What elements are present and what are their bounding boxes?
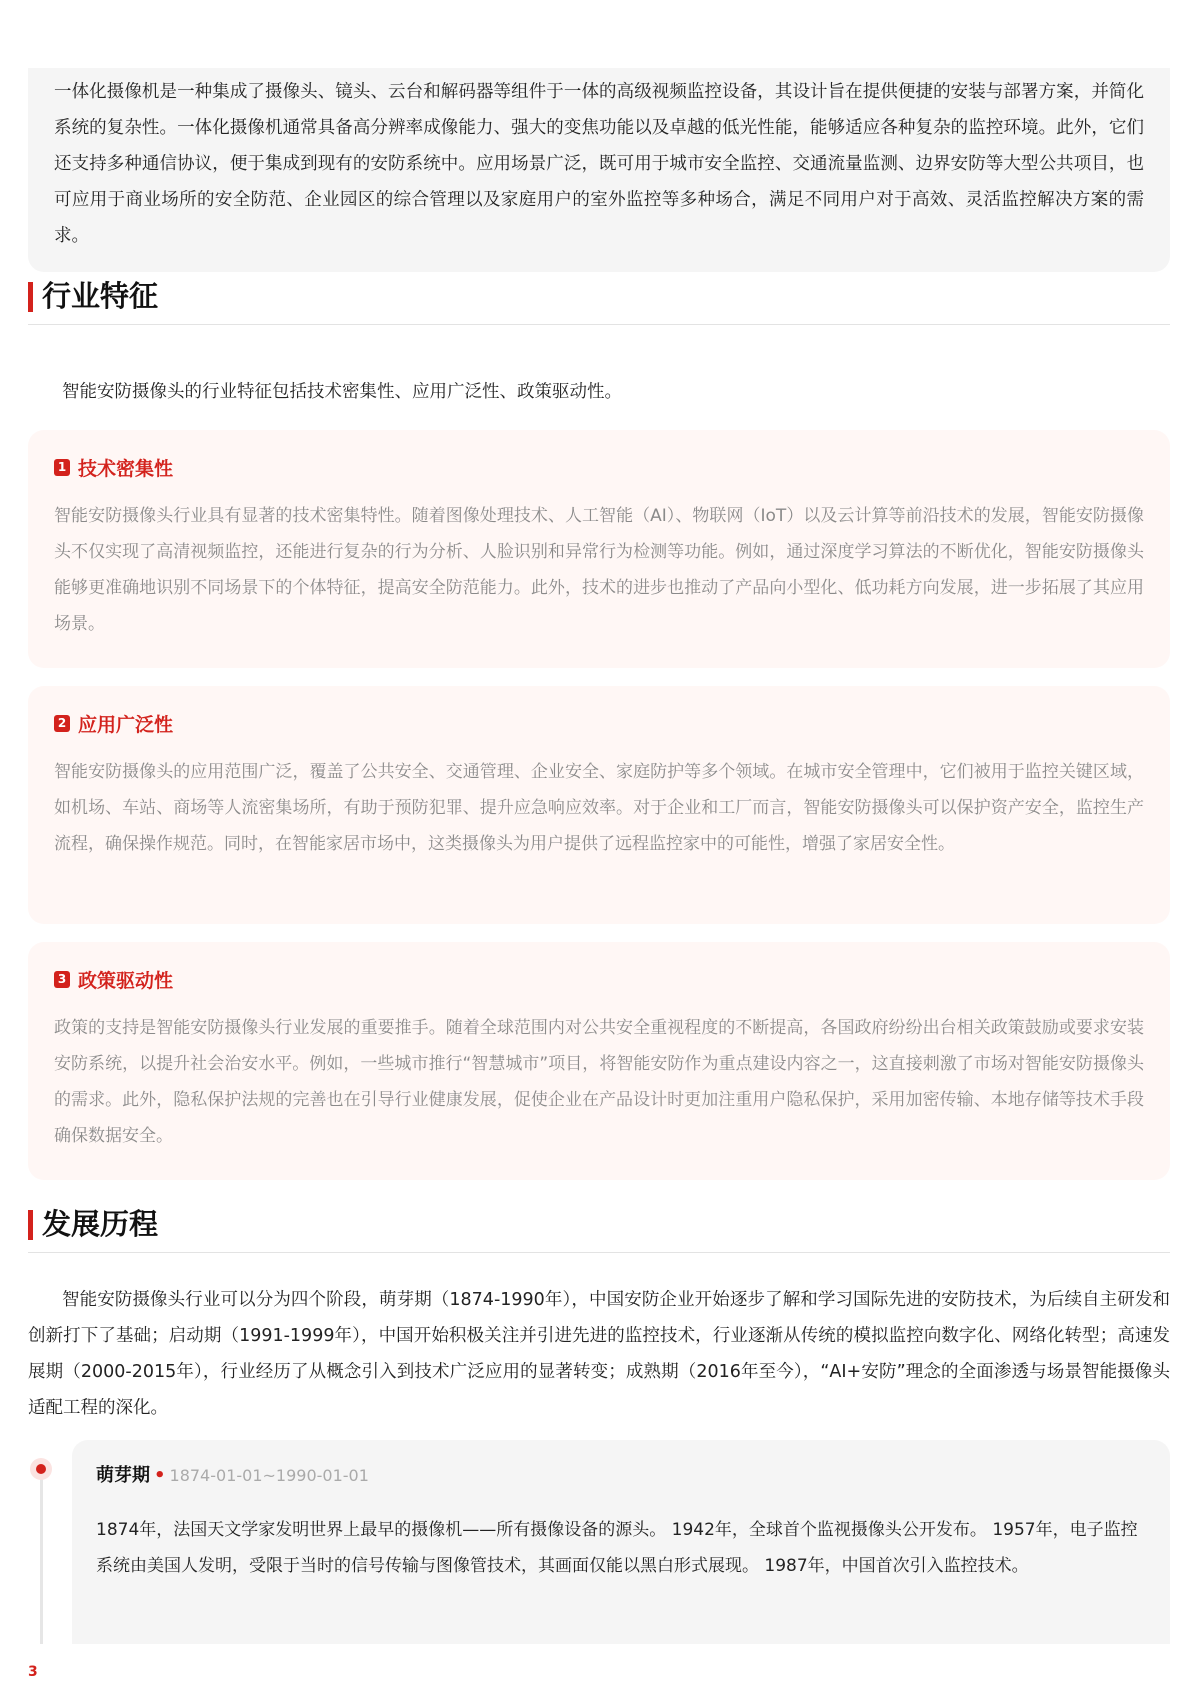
- number-badge-icon: 1: [54, 459, 70, 476]
- timeline-stage: 萌芽期: [96, 1465, 150, 1486]
- feature-card-tech: [28, 430, 1170, 668]
- number-badge-icon: 2: [54, 715, 70, 732]
- industry-summary: 智能安防摄像头的行业特征包括技术密集性、应用广泛性、政策驱动性。: [62, 382, 622, 402]
- timeline-line: [40, 1468, 43, 1644]
- timeline-dot-inner: [36, 1464, 46, 1474]
- feature-card-application: [28, 686, 1170, 924]
- number-badge-icon: 3: [54, 971, 70, 988]
- timeline-text: 1874年，法国天文学家发明世界上最早的摄像机——所有摄像设备的源头。 1942年，全球首个监视摄像头公开发布。 1957年，电子监控系统由美国人发明，受限于当时的信号传输与图像管技术，其画面仅能以黑白形式展现。 1987年，中国首次引入监控技术。: [96, 1520, 1138, 1576]
- feature-card-text: 政策的支持是智能安防摄像头行业发展的重要推手。随着全球范围内对公共安全重视程度的不断提高，各国政府纷纷出台相关政策鼓励或要求安装安防系统，以提升社会治安水平。例如，一些城市推行“智慧城市”项目，将智能安防作为重点建设内容之一，这直接刺激了市场对智能安防摄像头的需求。此外，隐私保护法规的完善也在引导行业健康发展，促使企业在产品设计时更加注重用户隐私保护，采用加密传输、本地存储等技术手段确保数据安全。: [54, 1018, 1144, 1146]
- timeline-card: [72, 1440, 1170, 1644]
- timeline-separator: •: [154, 1465, 166, 1486]
- page-number: 3: [28, 1664, 38, 1680]
- timeline-dot-icon: [30, 1458, 52, 1480]
- feature-card-text: 智能安防摄像头行业具有显著的技术密集特性。随着图像处理技术、人工智能（AI）、物联网（IoT）以及云计算等前沿技术的发展，智能安防摄像头不仅实现了高清视频监控，还能进行复杂的行为分析、人脸识别和异常行为检测等功能。例如，通过深度学习算法的不断优化，智能安防摄像头能够更准确地识别不同场景下的个体特征，提高安全防范能力。此外，技术的进步也推动了产品向小型化、低功耗方向发展，进一步拓展了其应用场景。: [54, 506, 1144, 634]
- feature-card-policy: [28, 942, 1170, 1180]
- timeline-date-range: 1874-01-01~1990-01-01: [169, 1466, 369, 1485]
- feature-card-text: 智能安防摄像头的应用范围广泛，覆盖了公共安全、交通管理、企业安全、家庭防护等多个领域。在城市安全管理中，它们被用于监控关键区域，如机场、车站、商场等人流密集场所，有助于预防犯罪、提升应急响应效率。对于企业和工厂而言，智能安防摄像头可以保护资产安全，监控生产流程，确保操作规范。同时，在智能家居市场中，这类摄像头为用户提供了远程监控家中的可能性，增强了家居安全性。: [54, 762, 1144, 854]
- feature-card-title: 政策驱动性: [78, 969, 174, 992]
- intro-box: [28, 68, 1170, 272]
- section-accent-bar: [28, 282, 33, 312]
- feature-card-title: 应用广泛性: [78, 713, 174, 736]
- feature-card-title: 技术密集性: [78, 457, 174, 480]
- section-accent-bar: [28, 1210, 33, 1240]
- industry-section-header: [28, 268, 1170, 325]
- history-section-title: 发展历程: [42, 1207, 159, 1241]
- timeline-card-header: [96, 1462, 1146, 1490]
- history-summary: 智能安防摄像头行业可以分为四个阶段，萌芽期（1874-1990年），中国安防企业开始逐步了解和学习国际先进的安防技术，为后续自主研发和创新打下了基础；启动期（1991-1999年），中国开始积极关注并引进先进的监控技术，行业逐渐从传统的模拟监控向数字化、网络化转型；高速发展期（2000-2015年），行业经历了从概念引入到技术广泛应用的显著转变；成熟期（2016年至今），“AI+安防”理念的全面渗透与场景智能摄像头适配工程的深化。: [28, 1290, 1170, 1418]
- industry-section-title: 行业特征: [42, 279, 159, 313]
- feature-card-header: [54, 706, 1144, 740]
- intro-text: 一体化摄像机是一种集成了摄像头、镜头、云台和解码器等组件于一体的高级视频监控设备，其设计旨在提供便捷的安装与部署方案，并简化系统的复杂性。一体化摄像机通常具备高分辨率成像能力、强大的变焦功能以及卓越的低光性能，能够适应各种复杂的监控环境。此外，它们还支持多种通信协议，便于集成到现有的安防系统中。应用场景广泛，既可用于城市安全监控、交通流量监测、边界安防等大型公共项目，也可应用于商业场所的安全防范、企业园区的综合管理以及家庭用户的室外监控等多种场合，满足不同用户对于高效、灵活监控解决方案的需求。: [54, 82, 1144, 246]
- history-section-header: [28, 1196, 1170, 1253]
- feature-card-header: [54, 450, 1144, 484]
- feature-card-header: [54, 962, 1144, 996]
